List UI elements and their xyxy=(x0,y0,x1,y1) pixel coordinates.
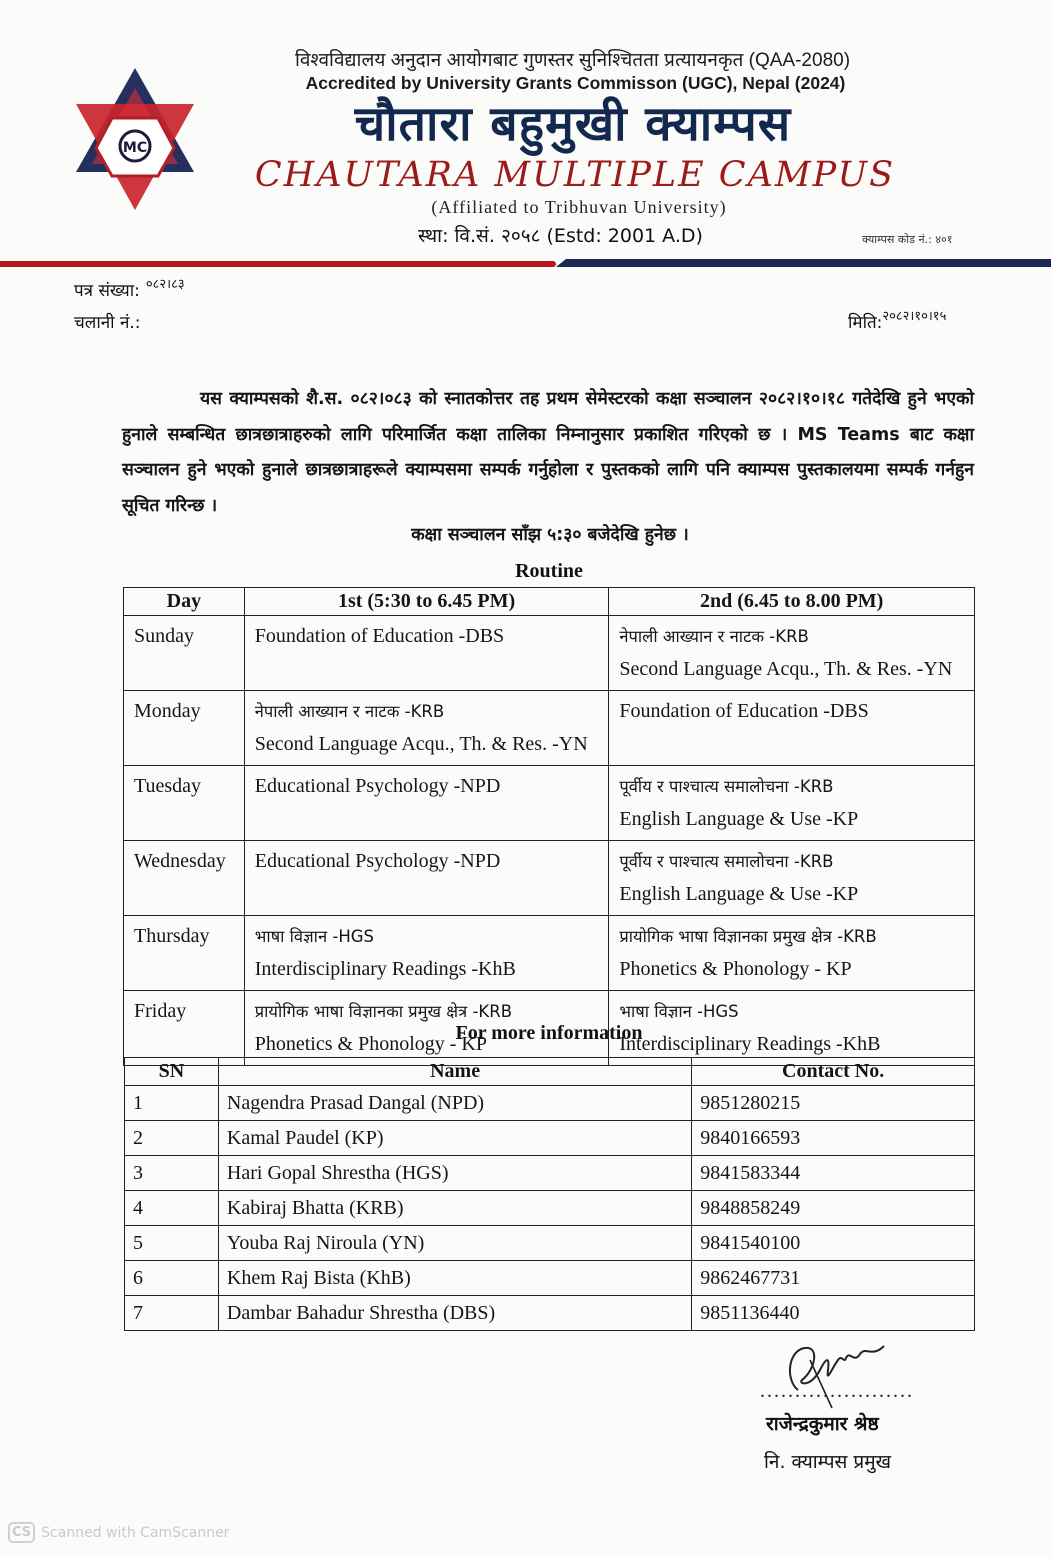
column-header-day: Day xyxy=(124,588,245,616)
contact-row xyxy=(125,1261,975,1296)
subject-entry xyxy=(255,803,599,836)
contact-name: Kabiraj Bhatta (KRB) xyxy=(218,1191,691,1226)
date xyxy=(848,310,946,333)
routine-first-period xyxy=(244,691,609,766)
routine-second-period xyxy=(609,916,975,991)
column-header-first-period: 1st (5:30 to 6.45 PM) xyxy=(244,588,609,616)
camscanner-text: Scanned with CamScanner xyxy=(41,1524,230,1541)
contact-phone: 9841540100 xyxy=(692,1226,975,1261)
routine-day: Thursday xyxy=(124,916,245,991)
campus-name-english: CHAUTARA MULTIPLE CAMPUS xyxy=(254,155,896,195)
contact-sn: 7 xyxy=(125,1296,219,1331)
subject-entry xyxy=(255,878,599,911)
subject-entry: English Language & Use -KP xyxy=(619,808,859,830)
routine-row xyxy=(124,841,975,916)
column-header-contact: Contact No. xyxy=(692,1058,975,1086)
subject-entry: Phonetics & Phonology - KP xyxy=(619,958,852,980)
contact-row xyxy=(125,1296,975,1331)
notice-class-time: कक्षा सञ्चालन साँझ ५:३० बजेदेखि हुनेछ । xyxy=(411,525,689,545)
established-date: स्था: वि.सं. २०५८ (Estd: 2001 A.D) xyxy=(418,225,703,247)
contact-phone: 9851136440 xyxy=(692,1296,975,1331)
routine-day: Sunday xyxy=(124,616,245,691)
contact-sn: 3 xyxy=(125,1156,219,1191)
accreditation-english: Accredited by University Grants Commisson (UGC), Nepal (2024) xyxy=(305,73,846,93)
signatory-name: राजेन्द्रकुमार श्रेष्ठ xyxy=(766,1413,879,1435)
routine-second-period xyxy=(609,691,975,766)
subject-entry: पूर्वीय र पाश्चात्य समालोचना -KRB xyxy=(619,852,834,871)
contact-name: Kamal Paudel (KP) xyxy=(218,1121,691,1156)
column-header-second-period: 2nd (6.45 to 8.00 PM) xyxy=(609,588,975,616)
contact-name: Dambar Bahadur Shrestha (DBS) xyxy=(218,1296,691,1331)
signatory-title: नि. क्याम्पस प्रमुख xyxy=(764,1451,892,1473)
contact-name: Youba Raj Niroula (YN) xyxy=(218,1226,691,1261)
contact-row xyxy=(125,1226,975,1261)
contact-sn: 4 xyxy=(125,1191,219,1226)
subject-entry: नेपाली आख्यान र नाटक -KRB xyxy=(619,627,809,646)
subject-entry: नेपाली आख्यान र नाटक -KRB xyxy=(254,702,445,721)
routine-second-period xyxy=(609,616,975,691)
routine-row xyxy=(124,691,975,766)
contact-row xyxy=(125,1191,975,1226)
routine-first-period xyxy=(244,841,609,916)
camscanner-logo-icon: CS xyxy=(8,1522,35,1543)
header-divider-red xyxy=(0,261,556,267)
routine-title: Routine xyxy=(515,560,583,582)
contacts-header-row xyxy=(125,1058,975,1086)
routine-first-period xyxy=(244,916,609,991)
logo-monogram: MC xyxy=(122,140,148,156)
contact-phone: 9840166593 xyxy=(692,1121,975,1156)
routine-day: Friday xyxy=(124,991,245,1066)
notice-paragraph: यस क्याम्पसको शै.स. ०८२।०८३ को स्नातकोत्तर तह प्रथम सेमेस्टरको कक्षा सञ्चालन २०८२।१०।१८ गतेदेखि हुने भएको हुनाले सम्बन्धित छात्रछात्राहरुको लागि परिमार्जित कक्षा तालिका निम्नानुसार प्रकाशित गरिएको छ । MS Teams बाट कक्षा सञ्चालन हुने भएको हुनाले छात्रछात्राहरूले क्याम्पसमा सम्पर्क गर्नुहोला र पुस्तकको लागि पनि क्याम्पस पुस्तकालयमा सम्पर्क गर्नहुन सूचित गरिन्छ । xyxy=(122,389,974,516)
contact-phone: 9848858249 xyxy=(692,1191,975,1226)
routine-second-period xyxy=(609,841,975,916)
subject-entry: पूर्वीय र पाश्चात्य समालोचना -KRB xyxy=(619,777,834,796)
routine-first-period xyxy=(244,616,609,691)
routine-row xyxy=(124,916,975,991)
subject-entry: English Language & Use -KP xyxy=(619,883,859,905)
contact-sn: 5 xyxy=(125,1226,219,1261)
subject-entry: भाषा विज्ञान -HGS xyxy=(254,927,374,946)
routine-second-period xyxy=(609,766,975,841)
subject-entry: Foundation of Education -DBS xyxy=(254,625,505,647)
subject-entry xyxy=(619,728,964,761)
accreditation-nepali: विश्वविद्यालय अनुदान आयोगबाट गुणस्तर सुनिश्चितता प्रत्यायनकृत (QAA-2080) xyxy=(294,50,851,71)
contact-phone: 9851280215 xyxy=(692,1086,975,1121)
routine-day: Wednesday xyxy=(124,841,245,916)
routine-table xyxy=(123,587,975,1066)
contact-phone: 9862467731 xyxy=(692,1261,975,1296)
contact-name: Nagendra Prasad Dangal (NPD) xyxy=(218,1086,691,1121)
dispatch-number-label: चलानी नं.: xyxy=(74,313,141,333)
subject-entry: Phonetics & Phonology - KP xyxy=(254,1033,487,1055)
column-header-name: Name xyxy=(218,1058,691,1086)
routine-row xyxy=(124,616,975,691)
date-label: मिति: xyxy=(848,313,883,333)
date-value: २०८२।१०।१५ xyxy=(882,309,947,324)
contact-row xyxy=(125,1086,975,1121)
subject-entry: Foundation of Education -DBS xyxy=(619,700,869,722)
subject-entry: Educational Psychology -NPD xyxy=(254,775,501,797)
campus-name-nepali: चौतारा बहुमुखी क्याम्पस xyxy=(354,96,792,152)
header-divider-blue xyxy=(556,259,1051,267)
signature-line: ...................... xyxy=(760,1380,914,1402)
subject-entry: Second Language Acqu., Th. & Res. -YN xyxy=(619,658,953,680)
column-header-sn: SN xyxy=(125,1058,219,1086)
letter-number-label: पत्र संख्या: xyxy=(74,281,140,301)
affiliation: (Affiliated to Tribhuvan University) xyxy=(431,197,727,217)
contact-row xyxy=(125,1121,975,1156)
routine-header-row xyxy=(124,588,975,616)
routine-day: Monday xyxy=(124,691,245,766)
subject-entry xyxy=(255,653,599,686)
contacts-table xyxy=(124,1057,975,1331)
contact-phone: 9841583344 xyxy=(692,1156,975,1191)
routine-day: Tuesday xyxy=(124,766,245,841)
subject-entry: भाषा विज्ञान -HGS xyxy=(619,1002,739,1021)
contacts-title: For more information xyxy=(455,1022,643,1044)
camscanner-watermark xyxy=(8,1522,229,1543)
subject-entry: Interdisciplinary Readings -KhB xyxy=(619,1033,881,1055)
routine-row xyxy=(124,766,975,841)
subject-entry: प्रायोगिक भाषा विज्ञानका प्रमुख क्षेत्र -KRB xyxy=(254,1002,513,1021)
subject-entry: प्रायोगिक भाषा विज्ञानका प्रमुख क्षेत्र -KRB xyxy=(619,927,877,946)
subject-entry: Second Language Acqu., Th. & Res. -YN xyxy=(254,733,588,755)
contact-name: Hari Gopal Shrestha (HGS) xyxy=(218,1156,691,1191)
letter-number-value: ०८२।८३ xyxy=(145,277,185,292)
letter-number xyxy=(74,278,185,301)
contact-row xyxy=(125,1156,975,1191)
contact-sn: 6 xyxy=(125,1261,219,1296)
contact-sn: 2 xyxy=(125,1121,219,1156)
contact-sn: 1 xyxy=(125,1086,219,1121)
campus-code: क्याम्पस कोड नं.: ४०१ xyxy=(862,233,953,246)
subject-entry: Educational Psychology -NPD xyxy=(254,850,501,872)
routine-first-period xyxy=(244,766,609,841)
subject-entry: Interdisciplinary Readings -KhB xyxy=(254,958,516,980)
contact-name: Khem Raj Bista (KhB) xyxy=(218,1261,691,1296)
